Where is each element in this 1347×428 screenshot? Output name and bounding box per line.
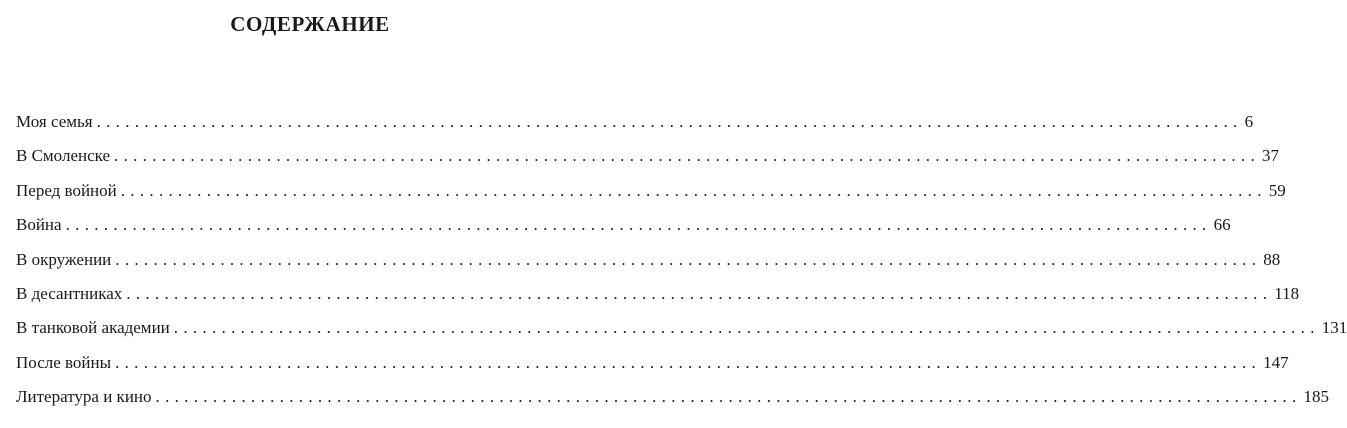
- toc-entry: [16, 142, 1280, 176]
- toc-entry: [16, 383, 1330, 417]
- toc-entry-title: В десантниках: [16, 280, 126, 308]
- toc-entry-title: Литература и кино: [16, 383, 156, 411]
- toc-entry-page-number: 37: [1260, 142, 1279, 170]
- toc-entry-title: В Смоленске: [16, 142, 114, 170]
- dot-leader: ........................................................................................................................: [155, 387, 1302, 407]
- toc-entry-page-number: 131: [1320, 314, 1347, 342]
- toc-entry: [16, 349, 1289, 383]
- toc-entry: [16, 246, 1281, 280]
- toc-entry-title: После войны: [16, 349, 115, 377]
- dot-leader: ........................................................................................................................: [173, 318, 1320, 338]
- toc-entry: [16, 280, 1300, 314]
- dot-leader: ........................................................................................................................: [126, 283, 1273, 303]
- dot-leader: ........................................................................................................................: [115, 249, 1262, 269]
- toc-entry-page-number: 147: [1261, 349, 1289, 377]
- toc-entry-page-number: 66: [1212, 211, 1231, 239]
- dot-leader: ........................................................................................................................: [65, 215, 1212, 235]
- toc-entry-title: В танковой академии: [16, 314, 174, 342]
- toc-entry-page-number: 59: [1267, 177, 1286, 205]
- toc-entry-title: В окружении: [16, 246, 115, 274]
- toc-entry-title: Моя семья: [16, 108, 97, 136]
- toc-list: [16, 108, 1347, 418]
- toc-entry-page-number: 118: [1272, 280, 1299, 308]
- toc-entry-title: Война: [16, 211, 66, 239]
- toc-entry-title: Перед войной: [16, 177, 121, 205]
- toc-entry-page-number: 88: [1261, 246, 1280, 274]
- page-title: СОДЕРЖАНИЕ: [230, 12, 390, 36]
- toc-entry-page-number: 6: [1243, 108, 1254, 136]
- toc-entry: [16, 177, 1286, 211]
- toc-entry: [16, 314, 1347, 348]
- dot-leader: ........................................................................................................................: [114, 146, 1261, 166]
- toc-entry-page-number: 185: [1302, 383, 1330, 411]
- dot-leader: ........................................................................................................................: [96, 112, 1243, 131]
- toc-entry: [16, 211, 1231, 245]
- toc-entry: [16, 108, 1254, 142]
- dot-leader: ........................................................................................................................: [120, 180, 1267, 200]
- dot-leader: ........................................................................................................................: [115, 352, 1262, 372]
